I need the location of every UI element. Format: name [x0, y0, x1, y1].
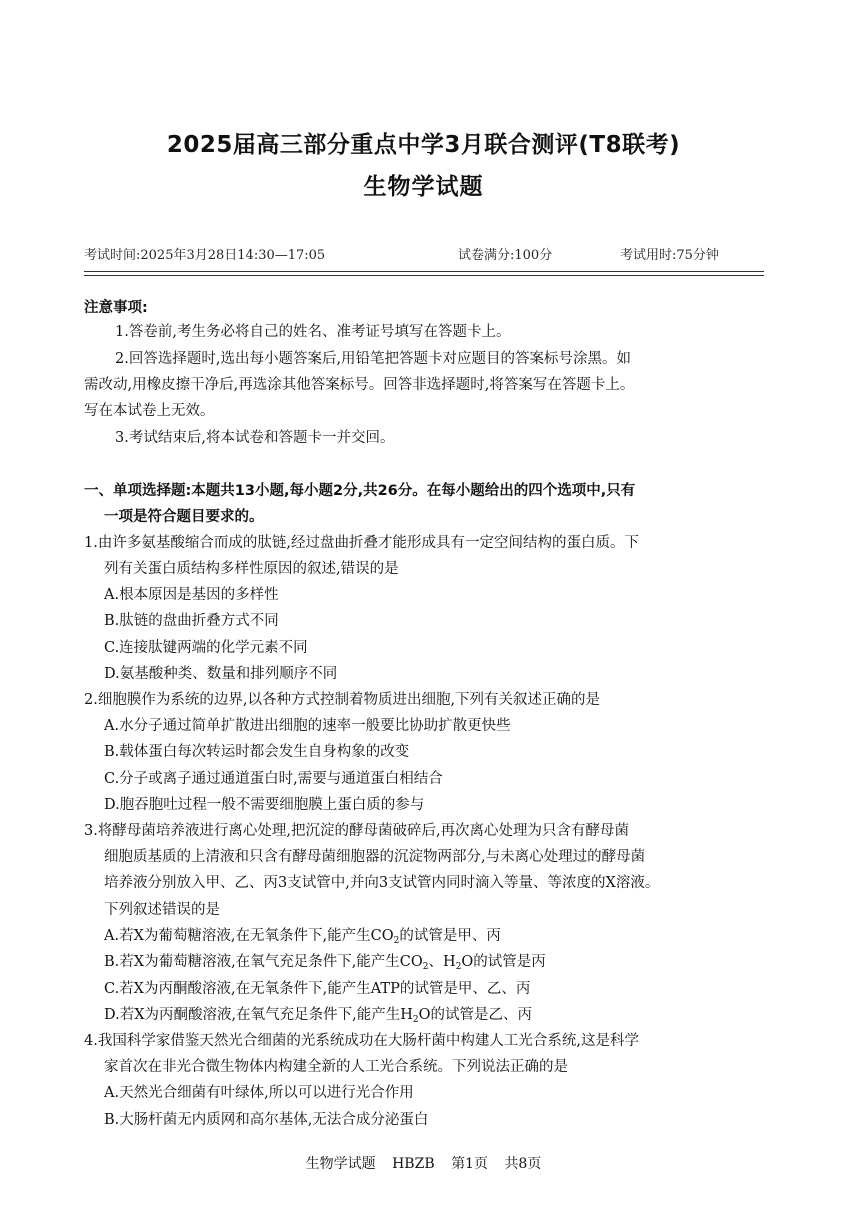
page-footer — [0, 1153, 847, 1173]
q2-option-c: C.分子或离子通过通道蛋白时,需要与通道蛋白相结合 — [104, 771, 443, 787]
header-divider-bottom — [84, 275, 764, 276]
footer-page-number: 第1页 — [451, 1156, 488, 1172]
exam-subtitle: 生物学试题 — [363, 174, 484, 200]
section-heading-line-2: 一项是符合题目要求的。 — [104, 509, 264, 525]
q1-option-d: D.氨基酸种类、数量和排列顺序不同 — [104, 666, 338, 682]
q1-option-c: C.连接肽键两端的化学元素不同 — [104, 640, 308, 656]
q2-option-d: D.胞吞胞吐过程一般不需要细胞膜上蛋白质的参与 — [104, 797, 425, 813]
exam-time: 考试时间:2025年3月28日14:30—17:05 — [84, 248, 326, 263]
notice-heading: 注意事项: — [84, 300, 148, 316]
q3-stem-line-4: 下列叙述错误的是 — [104, 902, 220, 918]
exam-info-row — [84, 244, 764, 264]
exam-title: 2025届高三部分重点中学3月联合测评(T8联考) — [166, 132, 681, 158]
q4-stem-line-2: 家首次在非光合微生物体内构建全新的人工光合系统。下列说法正确的是 — [104, 1059, 568, 1075]
notice-item-1: 1.答卷前,考生务必将自己的姓名、准考证号填写在答题卡上。 — [115, 324, 511, 340]
q2-option-b: B.载体蛋白每次转运时都会发生自身构象的改变 — [104, 744, 410, 760]
q2-option-a: A.水分子通过简单扩散进出细胞的速率一般要比协助扩散更快些 — [104, 718, 511, 734]
q3-stem-line-1: 3.将酵母菌培养液进行离心处理,把沉淀的酵母菌破碎后,再次离心处理为只含有酵母菌 — [84, 823, 630, 839]
exam-full-score: 试卷满分:100分 — [458, 248, 553, 263]
q3-stem-line-2: 细胞质基质的上清液和只含有酵母菌细胞器的沉淀物两部分,与未离心处理过的酵母菌 — [104, 849, 646, 865]
notice-item-2-line-2: 需改动,用橡皮擦干净后,再选涂其他答案标号。回答非选择题时,将答案写在答题卡上。 — [84, 377, 635, 393]
q1-stem-line-2: 列有关蛋白质结构多样性原因的叙述,错误的是 — [104, 561, 399, 577]
q3-option-b: B.若X为葡萄糖溶液,在氧气充足条件下,能产生$CO_2$、$H_2O$的试管是丙 — [104, 954, 546, 972]
section-heading-line-1: 一、单项选择题:本题共13小题,每小题2分,共26分。在每小题给出的四个选项中,只有 — [84, 483, 636, 499]
notice-item-3: 3.考试结束后,将本试卷和答题卡一并交回。 — [115, 430, 395, 446]
q3-option-c: C.若X为丙酮酸溶液,在无氧条件下,能产生ATP的试管是甲、乙、丙 — [104, 981, 531, 997]
q1-option-b: B.肽链的盘曲折叠方式不同 — [104, 613, 279, 629]
footer-subject: 生物学试题 — [305, 1156, 376, 1172]
notice-item-2-line-3: 写在本试卷上无效。 — [84, 403, 215, 419]
q4-option-b: B.大肠杆菌无内质网和高尔基体,无法合成分泌蛋白 — [104, 1112, 429, 1128]
q1-stem-line-1: 1.由许多氨基酸缩合而成的肽链,经过盘曲折叠才能形成具有一定空间结构的蛋白质。下 — [84, 535, 639, 551]
q4-option-a: A.天然光合细菌有叶绿体,所以可以进行光合作用 — [104, 1085, 414, 1101]
notice-item-2-line-1: 2.回答选择题时,选出每小题答案后,用铅笔把答题卡对应题目的答案标号涂黑。如 — [115, 351, 632, 367]
q3-option-a: A.若X为葡萄糖溶液,在无氧条件下,能产生$CO_2$的试管是甲、丙 — [104, 928, 501, 946]
header-divider-top — [84, 271, 764, 272]
footer-code: HBZB — [392, 1156, 435, 1172]
exam-duration: 考试用时:75分钟 — [620, 248, 719, 263]
q2-stem-line-1: 2.细胞膜作为系统的边界,以各种方式控制着物质进出细胞,下列有关叙述正确的是 — [84, 692, 601, 708]
q3-stem-line-3: 培养液分别放入甲、乙、丙3支试管中,并向3支试管内同时滴入等量、等浓度的X溶液。 — [104, 875, 660, 891]
footer-total-pages: 共8页 — [504, 1156, 542, 1172]
q3-option-d: D.若X为丙酮酸溶液,在氧气充足条件下,能产生$H_2O$的试管是乙、丙 — [104, 1007, 533, 1025]
q4-stem-line-1: 4.我国科学家借鉴天然光合细菌的光系统成功在大肠杆菌中构建人工光合系统,这是科学 — [84, 1033, 639, 1049]
q1-option-a: A.根本原因是基因的多样性 — [104, 587, 279, 603]
